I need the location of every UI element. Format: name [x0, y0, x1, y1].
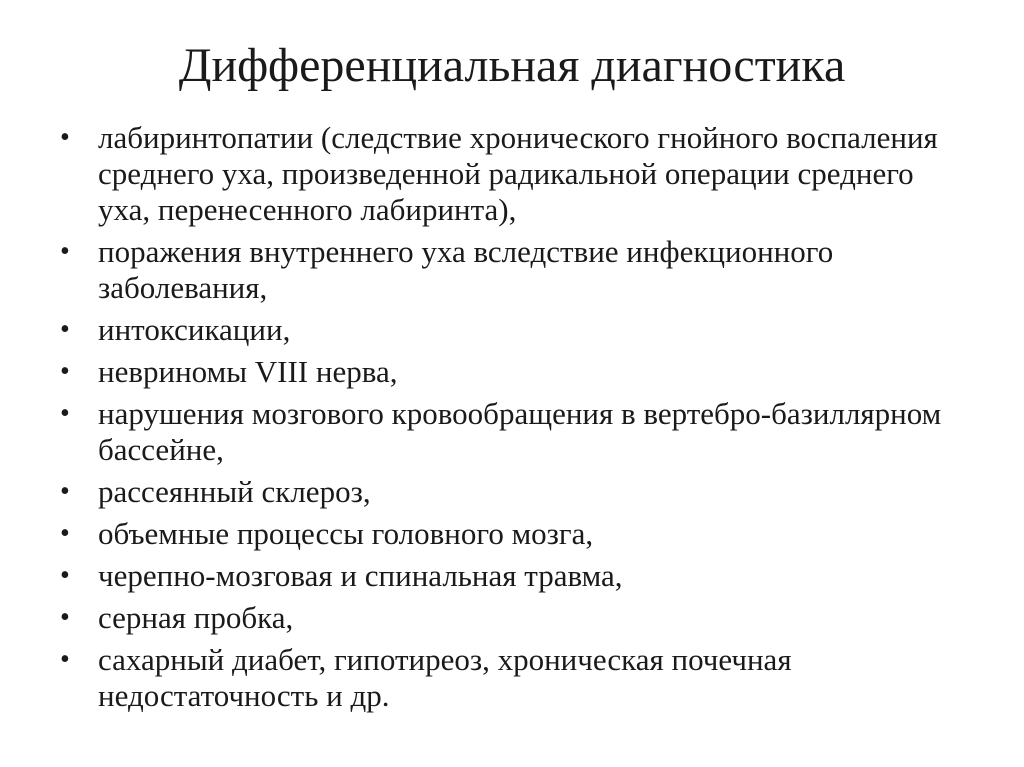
list-item	[60, 396, 960, 468]
list-item	[60, 600, 960, 636]
bullet-icon: •	[60, 518, 70, 549]
list-item-text: рассеянный склероз,	[98, 474, 371, 509]
list-item-text: невриномы VIII нерва,	[98, 354, 398, 389]
list-item-text: сахарный диабет, гипотиреоз, хроническая почечная недостаточность и др.	[98, 642, 792, 713]
list-item-text: черепно-мозговая и спинальная травма,	[98, 558, 623, 593]
list-item-text: объемные процессы головного мозга,	[98, 516, 594, 551]
bullet-icon: •	[60, 236, 70, 267]
list-item	[60, 120, 960, 228]
list-item	[60, 474, 960, 510]
bullet-icon: •	[60, 314, 70, 345]
bullet-icon: •	[60, 356, 70, 387]
list-item-text: серная пробка,	[98, 600, 294, 635]
list-item-text: нарушения мозгового кровообращения в вертебро-базиллярном бассейне,	[98, 396, 942, 467]
list-item-text: интоксикации,	[98, 312, 291, 347]
list-item	[60, 516, 960, 552]
slide-title: Дифференциальная диагностика	[178, 39, 846, 92]
bullet-icon: •	[60, 644, 70, 675]
list-item	[60, 354, 960, 390]
list-item	[60, 642, 960, 714]
list-item	[60, 558, 960, 594]
bullet-icon: •	[60, 476, 70, 507]
bullet-icon: •	[60, 602, 70, 633]
list-item-text: поражения внутреннего уха вследствие инфекционного заболевания,	[98, 234, 834, 305]
list-item	[60, 312, 960, 348]
diagnosis-list	[60, 120, 960, 720]
bullet-icon: •	[60, 560, 70, 591]
list-item	[60, 234, 960, 306]
bullet-icon: •	[60, 122, 70, 153]
list-item-text: лабиринтопатии (следствие хронического гнойного воспаления среднего уха, произведенной радикальной операции среднего уха, перенесенного лабиринта),	[98, 120, 938, 227]
bullet-icon: •	[60, 398, 70, 429]
